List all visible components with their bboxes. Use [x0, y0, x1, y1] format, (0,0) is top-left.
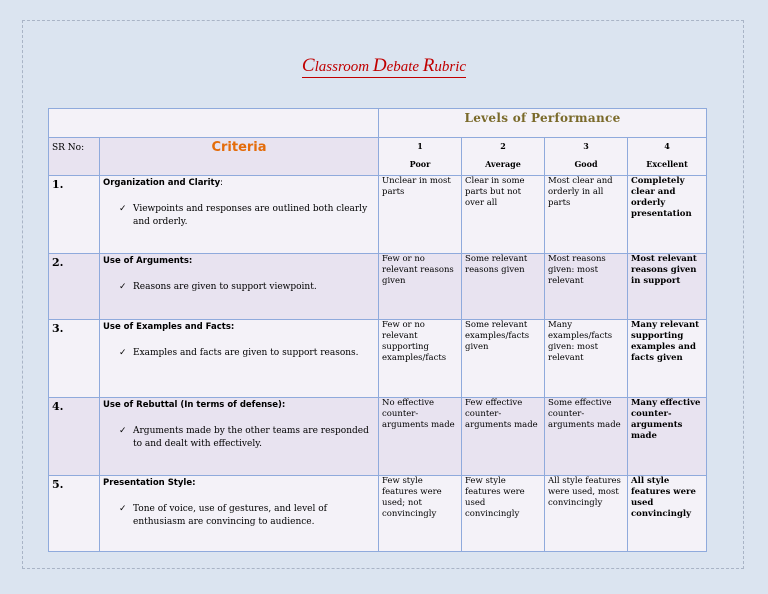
criterion-cell: [100, 176, 379, 254]
row-number: 4.: [49, 398, 100, 476]
excellent-cell: Many relevant supporting examples and facts given: [628, 320, 707, 398]
check-icon: ✓: [119, 426, 127, 436]
poor-cell: Few or no relevant reasons given: [379, 254, 462, 320]
good-cell: All style features were used, most convincingly: [545, 476, 628, 552]
header-blank-cell: [49, 109, 379, 138]
criterion-title: Use of Examples and Facts:: [103, 322, 235, 332]
criterion-cell: [100, 398, 379, 476]
level-header-1: 1 Poor: [379, 138, 462, 176]
average-cell: Some relevant reasons given: [462, 254, 545, 320]
criterion-title: Use of Rebuttal (In terms of defense):: [103, 400, 286, 410]
criterion-bullet: ✓ Arguments made by the other teams are responded to and dealt with effectively.: [119, 426, 369, 449]
average-cell: Few effective counter-arguments made: [462, 398, 545, 476]
level-header-3: 3 Good: [545, 138, 628, 176]
poor-cell: Unclear in most parts: [379, 176, 462, 254]
levels-header: Levels of Performance: [379, 109, 707, 138]
criterion-cell: [100, 254, 379, 320]
criteria-header: Criteria: [100, 138, 379, 176]
page-title: Classroom Debate Rubric: [301, 55, 467, 76]
poor-cell: Few or no relevant supporting examples/facts: [379, 320, 462, 398]
criterion-bullet: ✓ Examples and facts are given to support reasons.: [119, 348, 359, 358]
criterion-bullet: ✓ Reasons are given to support viewpoint.: [119, 282, 317, 292]
good-cell: Some effective counter-arguments made: [545, 398, 628, 476]
criterion-cell: [100, 320, 379, 398]
row-number: 5.: [49, 476, 100, 552]
excellent-cell: Many effective counter-arguments made: [628, 398, 707, 476]
average-cell: Few style features were used convincingly: [462, 476, 545, 552]
level-header-2: 2 Average: [462, 138, 545, 176]
header-row-columns: [49, 138, 707, 176]
excellent-cell: Most relevant reasons given in support: [628, 254, 707, 320]
good-cell: Many examples/facts given: most relevant: [545, 320, 628, 398]
good-cell: Most reasons given: most relevant: [545, 254, 628, 320]
check-icon: ✓: [119, 204, 127, 214]
check-icon: ✓: [119, 348, 127, 358]
row-number: 3.: [49, 320, 100, 398]
header-row-levels: [49, 109, 707, 138]
row-number: 1.: [49, 176, 100, 254]
excellent-cell: Completely clear and orderly presentation: [628, 176, 707, 254]
excellent-cell: All style features were used convincingly: [628, 476, 707, 552]
table-row: [49, 398, 707, 476]
table-row: [49, 176, 707, 254]
table-row: [49, 476, 707, 552]
table-row: [49, 254, 707, 320]
criterion-cell: [100, 476, 379, 552]
poor-cell: No effective counter-arguments made: [379, 398, 462, 476]
criterion-title: Organization and Clarity:: [103, 178, 224, 188]
good-cell: Most clear and orderly in all parts: [545, 176, 628, 254]
sr-no-header: SR No:: [49, 138, 100, 176]
criterion-title: Presentation Style:: [103, 478, 196, 488]
average-cell: Clear in some parts but not over all: [462, 176, 545, 254]
rubric-table: [48, 108, 707, 552]
level-header-4: 4 Excellent: [628, 138, 707, 176]
check-icon: ✓: [119, 282, 127, 292]
poor-cell: Few style features were used; not convincingly: [379, 476, 462, 552]
criterion-bullet: ✓ Viewpoints and responses are outlined both clearly and orderly.: [119, 204, 368, 227]
row-number: 2.: [49, 254, 100, 320]
check-icon: ✓: [119, 504, 127, 514]
criterion-bullet: ✓ Tone of voice, use of gestures, and level of enthusiasm are convincing to audience.: [119, 504, 327, 527]
table-row: [49, 320, 707, 398]
average-cell: Some relevant examples/facts given: [462, 320, 545, 398]
criterion-title: Use of Arguments:: [103, 256, 193, 266]
